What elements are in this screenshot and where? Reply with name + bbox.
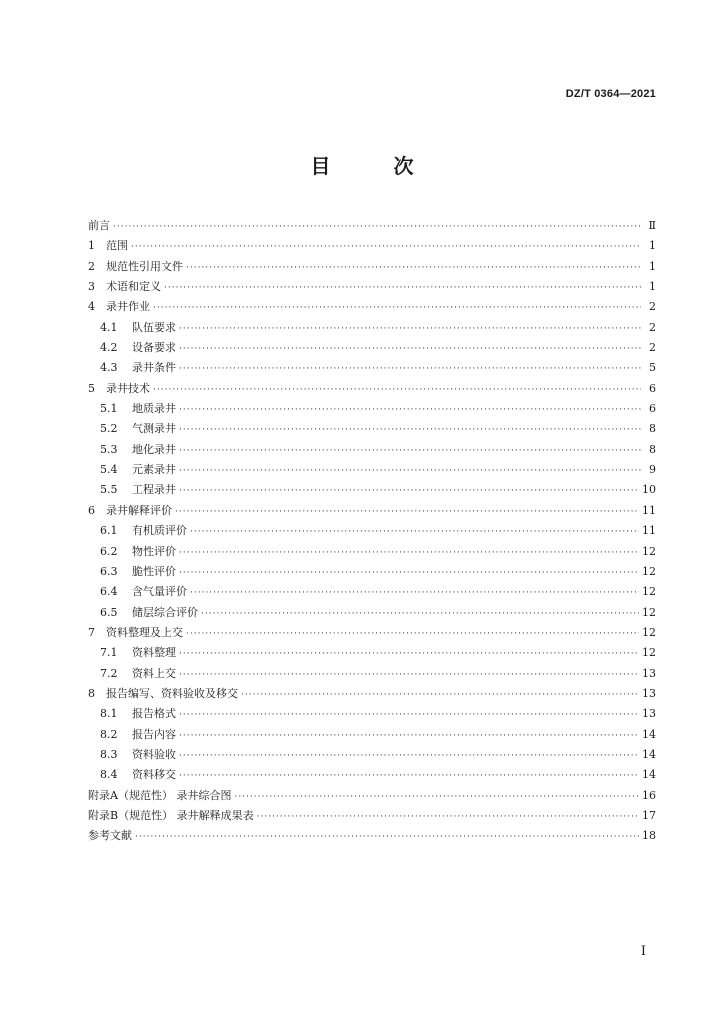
toc-leader-dots [179,665,639,685]
toc-leader-dots [179,339,641,359]
toc-entry-label: 录井解释评价 [106,503,172,517]
toc-leader-dots [179,400,641,420]
toc-leader-dots [153,380,641,400]
toc-entry-number: 6 [88,503,95,517]
toc-entry-page: 13 [642,686,656,700]
toc-entry-page: 18 [642,829,656,843]
toc-entry-page: 1 [649,280,656,294]
toc-entry-label: 资料整理 [132,646,176,660]
toc-entry-number: 4.1 [100,320,118,334]
toc-entry-number: 6.3 [100,564,118,578]
toc-entry-page: 2 [649,320,656,334]
toc-entry-page: 13 [642,707,656,721]
toc-entry-label: 设备要求 [132,341,176,355]
toc-leader-dots [179,644,639,664]
toc-entry-page: 17 [642,808,656,822]
toc-entry-number: 7 [88,625,95,639]
toc-leader-dots [190,522,639,542]
toc-entry[interactable] [88,440,656,460]
toc-leader-dots [179,543,639,563]
toc-entry[interactable] [88,603,656,623]
toc-entry-number: 6.5 [100,605,118,619]
toc-entry-page: 12 [642,544,656,558]
toc-entry-label: 规范性引用文件 [106,259,183,273]
toc-entry-label: 报告编写、资料验收及移交 [106,686,238,700]
toc-entry-label: 报告格式 [132,707,176,721]
toc-entry-label: 含气量评价 [132,585,187,599]
toc-entry-label: 地质录井 [132,402,176,416]
toc-entry-page: 8 [649,442,656,456]
toc-entry[interactable] [88,318,656,338]
toc-entry-number: 8.2 [100,727,118,741]
toc-entry-page: 14 [642,747,656,761]
toc-entry-number: 8.4 [100,768,118,782]
toc-entry[interactable] [88,297,656,317]
document-code: DZ/T 0364—2021 [565,88,656,100]
toc-leader-dots [179,441,641,461]
toc-entry-label: 录井作业 [106,300,150,314]
toc-entry-page: 16 [642,788,656,802]
toc-entry[interactable] [88,419,656,439]
toc-entry[interactable] [88,643,656,663]
toc-leader-dots [179,705,639,725]
toc-entry-page: 12 [642,625,656,639]
toc-entry[interactable] [88,501,656,521]
toc-entry-label: 术语和定义 [106,280,161,294]
toc-entry[interactable] [88,542,656,562]
toc-entry[interactable] [88,765,656,785]
toc-entry-label: 脆性评价 [132,564,176,578]
toc-leader-dots [179,359,641,379]
toc-leader-dots [131,237,641,257]
toc-entry-number: 3 [88,280,95,294]
toc-entry-page: 13 [642,666,656,680]
toc-entry-page: 6 [649,402,656,416]
toc-leader-dots [179,461,641,481]
toc-entry-number: 6.4 [100,585,118,599]
toc-entry-label: 物性评价 [132,544,176,558]
toc-entry-number: 5.5 [100,483,118,497]
toc-entry-page: 11 [642,503,656,517]
toc-entry-label: 资料整理及上交 [106,625,183,639]
toc-entry[interactable] [88,277,656,297]
toc-entry-page: 10 [642,483,656,497]
toc-entry-number: 7.1 [100,646,118,660]
toc-entry-page: 5 [649,361,656,375]
toc-leader-dots [179,481,639,501]
toc-entry-page: 12 [642,605,656,619]
toc-entry-page: 14 [642,727,656,741]
toc-entry-number: 1 [88,239,95,253]
toc-entry-page: 1 [649,259,656,273]
toc-entry[interactable] [88,684,656,704]
toc-entry-page: 12 [642,585,656,599]
toc-entry[interactable] [88,480,656,500]
toc-entry-number: 6.1 [100,524,118,538]
toc-entry[interactable] [88,664,656,684]
toc-entry[interactable] [88,582,656,602]
toc-leader-dots [186,624,639,644]
toc-entry-page: 9 [649,463,656,477]
toc-leader-dots [113,217,641,237]
toc-leader-dots [201,604,639,624]
toc-leader-dots [179,726,639,746]
toc-entry-label: 资料移交 [132,768,176,782]
toc-entry-page: 6 [649,381,656,395]
toc-entry-label: 资料验收 [132,747,176,761]
toc-entry-page: Ⅱ [648,219,656,232]
toc-entry-label: 录井技术 [106,381,150,395]
toc-entry-page: 14 [642,768,656,782]
toc-entry-number: 2 [88,259,95,273]
table-of-contents [88,216,656,847]
toc-entry-page: 12 [642,564,656,578]
toc-entry-label: 参考文献 [88,829,132,843]
toc-leader-dots [257,807,639,827]
toc-entry[interactable] [88,379,656,399]
toc-entry[interactable] [88,521,656,541]
toc-entry-label: 气测录井 [132,422,176,436]
toc-entry[interactable] [88,338,656,358]
page-title: 目 次 [310,154,442,178]
toc-leader-dots [179,746,639,766]
toc-entry[interactable] [88,358,656,378]
toc-leader-dots [186,258,641,278]
toc-entry-page: 8 [649,422,656,436]
toc-leader-dots [234,787,639,807]
toc-leader-dots [241,685,639,705]
toc-entry-number: 5.4 [100,463,118,477]
toc-entry-label: 报告内容 [132,727,176,741]
toc-entry-page: 11 [642,524,656,538]
toc-entry-number: 8.1 [100,707,118,721]
toc-entry-number: 5.2 [100,422,118,436]
toc-entry-number: 6.2 [100,544,118,558]
toc-entry-number: 8 [88,686,95,700]
toc-leader-dots [175,502,639,522]
toc-entry-number: 7.2 [100,666,118,680]
toc-leader-dots [153,298,641,318]
toc-entry[interactable] [88,826,656,846]
toc-entry-label: 队伍要求 [132,320,176,334]
toc-leader-dots [179,766,639,786]
toc-entry[interactable] [88,236,656,256]
toc-entry-label: 元素录井 [132,463,176,477]
toc-entry[interactable] [88,725,656,745]
toc-leader-dots [190,583,639,603]
toc-entry-label: 录井条件 [132,361,176,375]
toc-entry[interactable] [88,623,656,643]
toc-entry[interactable] [88,806,656,826]
toc-entry[interactable] [88,257,656,277]
toc-entry-number: 4 [88,300,95,314]
toc-entry[interactable] [88,216,656,236]
toc-entry-number: 4.3 [100,361,118,375]
toc-entry-label: 范围 [106,239,128,253]
toc-leader-dots [179,319,641,339]
toc-entry-label: 工程录井 [132,483,176,497]
toc-entry-page: 1 [649,239,656,253]
toc-entry-label: 前言 [88,219,110,232]
toc-entry[interactable] [88,745,656,765]
toc-entry-page: 2 [649,300,656,314]
toc-entry-label: 资料上交 [132,666,176,680]
toc-leader-dots [179,420,641,440]
toc-entry-number: 5.3 [100,442,118,456]
toc-entry-page: 2 [649,341,656,355]
toc-entry[interactable] [88,704,656,724]
toc-entry[interactable] [88,562,656,582]
toc-leader-dots [179,563,639,583]
toc-entry-label: 附录A（规范性） 录井综合图 [88,788,232,802]
toc-entry-label: 附录B（规范性） 录井解释成果表 [88,808,254,822]
toc-entry-label: 地化录井 [132,442,176,456]
toc-entry[interactable] [88,786,656,806]
toc-entry-page: 12 [642,646,656,660]
toc-leader-dots [164,278,641,298]
toc-entry-number: 5.1 [100,402,118,416]
toc-entry-number: 5 [88,381,95,395]
toc-entry[interactable] [88,399,656,419]
toc-entry-label: 有机质评价 [132,524,187,538]
toc-entry-number: 4.2 [100,341,118,355]
toc-entry-label: 储层综合评价 [132,605,198,619]
toc-entry-number: 8.3 [100,747,118,761]
toc-entry[interactable] [88,460,656,480]
page-number: Ⅰ [640,944,646,959]
toc-leader-dots [135,827,639,847]
